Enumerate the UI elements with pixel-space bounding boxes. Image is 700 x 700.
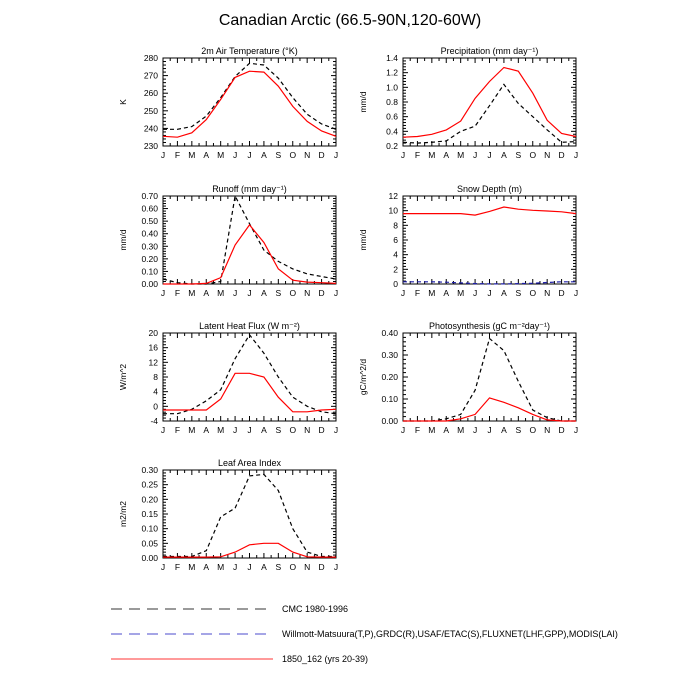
x-tick-label: O	[529, 425, 537, 435]
y-tick-label: 0.15	[141, 509, 158, 519]
y-tick-label: 0	[393, 279, 398, 289]
y-tick-label: 0.4	[386, 126, 398, 137]
x-tick-label: J	[487, 288, 492, 298]
x-tick-label: A	[501, 150, 507, 160]
y-tick-label: 0.30	[141, 241, 158, 252]
x-tick-label: M	[188, 562, 196, 572]
x-tick-label: M	[217, 288, 225, 298]
x-tick-label: O	[529, 150, 537, 160]
y-tick-label: 6	[393, 235, 398, 245]
x-tick-label: M	[188, 150, 196, 160]
legend-line-solid-red-icon	[110, 655, 274, 663]
x-tick-label: J	[160, 425, 166, 435]
y-axis-label: m2/m2	[118, 501, 128, 527]
x-tick-label: D	[558, 288, 565, 298]
y-tick-label: 0.20	[381, 372, 398, 382]
x-tick-label: D	[318, 150, 325, 160]
y-axis-label: mm/d	[358, 91, 368, 113]
series-line-dashed	[163, 196, 336, 284]
x-tick-label: J	[573, 288, 579, 298]
x-tick-label: M	[188, 288, 196, 298]
x-tick-label: D	[558, 425, 565, 435]
series-line-solid	[403, 207, 576, 215]
x-tick-label: A	[203, 425, 210, 435]
series-line-solid	[163, 225, 336, 284]
y-tick-label: 260	[143, 88, 158, 99]
y-axis-label: mm/d	[358, 229, 368, 251]
y-tick-label: 230	[143, 141, 158, 151]
series-line-solid	[403, 68, 576, 138]
x-tick-label: N	[304, 150, 311, 160]
chart-2m-air-temperature-svg	[103, 45, 348, 167]
y-tick-label: 0.10	[381, 394, 398, 404]
series-line-solid	[163, 373, 336, 412]
chart-snow-depth-svg	[343, 183, 588, 305]
x-tick-label: J	[487, 425, 492, 435]
x-tick-label: M	[217, 425, 225, 435]
legend-entry-obs	[110, 621, 618, 646]
y-tick-label: 0.30	[381, 350, 398, 360]
chart-title: Latent Heat Flux (W m⁻²)	[199, 321, 300, 331]
x-tick-label: M	[457, 150, 465, 160]
x-tick-label: F	[414, 425, 421, 435]
x-tick-label: D	[558, 150, 565, 160]
x-tick-label: J	[333, 150, 339, 160]
y-tick-label: 1.0	[386, 82, 398, 93]
x-tick-label: S	[515, 288, 522, 298]
x-tick-label: N	[304, 288, 311, 298]
x-tick-label: S	[275, 150, 282, 160]
x-tick-label: J	[573, 150, 579, 160]
y-tick-label: 0.30	[141, 465, 158, 475]
y-tick-label: 16	[148, 342, 158, 353]
legend-entry-model	[110, 646, 618, 671]
chart-title: Snow Depth (m)	[456, 184, 523, 194]
plot-frame	[163, 333, 336, 421]
chart-runoff	[103, 183, 348, 305]
x-tick-label: J	[472, 425, 478, 435]
y-tick-label: 0.40	[381, 328, 398, 338]
chart-title: Leaf Area Index	[217, 458, 282, 468]
x-tick-label: N	[304, 562, 311, 572]
x-tick-label: N	[544, 425, 551, 435]
plot-frame	[403, 58, 576, 146]
x-tick-label: O	[529, 288, 537, 298]
x-tick-label: A	[203, 562, 210, 572]
y-tick-label: 20	[148, 328, 158, 338]
x-tick-label: J	[232, 562, 238, 572]
x-tick-label: J	[247, 150, 252, 160]
x-tick-label: F	[414, 150, 421, 160]
series-line-dashed	[403, 339, 576, 422]
x-tick-label: J	[232, 150, 238, 160]
x-tick-label: F	[174, 150, 181, 160]
x-tick-label: S	[275, 425, 282, 435]
x-tick-label: J	[400, 288, 406, 298]
y-tick-label: 0.40	[141, 228, 158, 239]
x-tick-label: M	[217, 150, 225, 160]
y-tick-label: 0.05	[141, 538, 158, 549]
x-tick-label: O	[289, 150, 297, 160]
y-tick-label: 1.2	[386, 67, 398, 78]
y-tick-label: 1.4	[386, 53, 398, 63]
y-tick-label: 0.8	[386, 97, 398, 107]
legend-label: CMC 1980-1996	[282, 603, 349, 614]
x-tick-label: M	[428, 150, 436, 160]
x-tick-label: J	[247, 288, 252, 298]
chart-title: Precipitation (mm day⁻¹)	[440, 46, 539, 56]
y-tick-label: 12	[388, 191, 398, 201]
x-tick-label: J	[232, 288, 238, 298]
plot-frame	[403, 333, 576, 421]
x-tick-label: F	[174, 288, 181, 298]
y-tick-label: 250	[143, 105, 158, 116]
chart-title: 2m Air Temperature (°K)	[201, 46, 298, 56]
x-tick-label: M	[188, 425, 196, 435]
x-tick-label: J	[400, 425, 406, 435]
y-tick-label: 0.60	[141, 203, 158, 214]
series-line-dashed	[163, 335, 336, 414]
y-tick-label: 270	[143, 70, 158, 81]
chart-latent-heat-flux-svg	[103, 320, 348, 442]
x-tick-label: A	[261, 288, 267, 298]
x-tick-label: J	[472, 150, 478, 160]
legend-label: Willmott-Matsuura(T,P),GRDC(R),USAF/ETAC(S),FLUXNET(LHF,GPP),MODIS(LAI)	[282, 628, 618, 639]
y-tick-label: 0.00	[141, 553, 158, 563]
y-tick-label: 0	[153, 401, 158, 412]
chart-latent-heat-flux	[103, 320, 348, 442]
x-tick-label: S	[275, 288, 282, 298]
x-tick-label: J	[232, 425, 238, 435]
legend-line-dashed-gray-icon	[110, 605, 274, 613]
y-tick-label: 12	[148, 357, 158, 368]
chart-precipitation-svg	[343, 45, 588, 167]
y-tick-label: 0.10	[141, 523, 158, 534]
x-tick-label: J	[487, 150, 492, 160]
x-tick-label: O	[289, 288, 297, 298]
y-tick-label: 0.00	[381, 416, 398, 426]
chart-title: Runoff (mm day⁻¹)	[212, 184, 287, 194]
y-tick-label: 0.10	[141, 266, 158, 277]
y-tick-label: 0.20	[141, 253, 158, 264]
chart-photosynthesis	[343, 320, 588, 442]
series-line-dashed	[163, 63, 336, 129]
chart-photosynthesis-svg	[343, 320, 588, 442]
y-tick-label: 280	[143, 53, 158, 63]
y-tick-label: 10	[388, 205, 398, 216]
x-tick-label: S	[515, 150, 522, 160]
x-tick-label: N	[544, 150, 551, 160]
x-tick-label: A	[443, 150, 450, 160]
y-axis-label: mm/d	[118, 229, 128, 251]
y-tick-label: 4	[393, 249, 398, 260]
legend-entry-cmc	[110, 596, 618, 621]
y-tick-label: 240	[143, 123, 158, 134]
x-tick-label: D	[318, 288, 325, 298]
x-tick-label: A	[261, 150, 267, 160]
x-tick-label: A	[203, 150, 210, 160]
plot-frame	[163, 196, 336, 284]
y-tick-label: 0.50	[141, 216, 158, 227]
x-tick-label: J	[400, 150, 406, 160]
y-tick-label: 0.20	[141, 494, 158, 505]
x-tick-label: S	[275, 562, 282, 572]
series-line-solid	[163, 71, 336, 137]
chart-title: Photosynthesis (gC m⁻²day⁻¹)	[428, 321, 551, 331]
y-axis-label: W/m^2	[118, 363, 128, 391]
y-tick-label: -4	[150, 416, 158, 426]
x-tick-label: J	[472, 288, 478, 298]
y-axis-label: K	[118, 99, 128, 105]
x-tick-label: F	[174, 425, 181, 435]
chart-leaf-area-index-svg	[103, 457, 348, 579]
x-tick-label: D	[318, 562, 325, 572]
chart-runoff-svg	[103, 183, 348, 305]
x-tick-label: S	[515, 425, 522, 435]
chart-2m-air-temperature	[103, 45, 348, 167]
y-tick-label: 0.2	[386, 141, 398, 151]
y-tick-label: 8	[153, 372, 158, 382]
x-tick-label: J	[160, 150, 166, 160]
y-tick-label: 2	[393, 264, 398, 275]
x-tick-label: J	[247, 562, 252, 572]
y-axis-label: gC/m^2/d	[358, 358, 368, 396]
figure-title: Canadian Arctic (66.5-90N,120-60W)	[218, 12, 482, 29]
x-tick-label: O	[289, 562, 297, 572]
x-tick-label: F	[174, 562, 181, 572]
y-tick-label: 0.6	[386, 111, 398, 122]
y-tick-label: 0.70	[141, 191, 158, 201]
x-tick-label: N	[304, 425, 311, 435]
x-tick-label: J	[160, 288, 166, 298]
chart-snow-depth	[343, 183, 588, 305]
x-tick-label: M	[217, 562, 225, 572]
legend-label: 1850_162 (yrs 20-39)	[282, 653, 369, 664]
x-tick-label: J	[333, 425, 339, 435]
y-tick-label: 4	[153, 386, 158, 397]
x-tick-label: M	[428, 288, 436, 298]
x-tick-label: J	[333, 562, 339, 572]
x-tick-label: A	[443, 425, 450, 435]
x-tick-label: J	[573, 425, 579, 435]
plot-frame	[403, 196, 576, 284]
x-tick-label: N	[544, 288, 551, 298]
legend-line-dashed-blue-icon	[110, 630, 274, 638]
x-tick-label: O	[289, 425, 297, 435]
x-tick-label: J	[333, 288, 339, 298]
x-tick-label: A	[501, 288, 507, 298]
x-tick-label: A	[501, 425, 507, 435]
x-tick-label: J	[247, 425, 252, 435]
chart-precipitation	[343, 45, 588, 167]
x-tick-label: A	[203, 288, 210, 298]
x-tick-label: J	[160, 562, 166, 572]
series-line-dashed	[163, 474, 336, 556]
legend	[110, 596, 618, 671]
x-tick-label: A	[443, 288, 450, 298]
x-tick-label: M	[457, 425, 465, 435]
y-tick-label: 0.00	[141, 279, 158, 289]
x-tick-label: M	[428, 425, 436, 435]
chart-leaf-area-index	[103, 457, 348, 579]
x-tick-label: A	[261, 425, 267, 435]
y-tick-label: 0.25	[141, 479, 158, 490]
x-tick-label: A	[261, 562, 267, 572]
x-tick-label: D	[318, 425, 325, 435]
x-tick-label: F	[414, 288, 421, 298]
y-tick-label: 8	[393, 220, 398, 231]
x-tick-label: M	[457, 288, 465, 298]
